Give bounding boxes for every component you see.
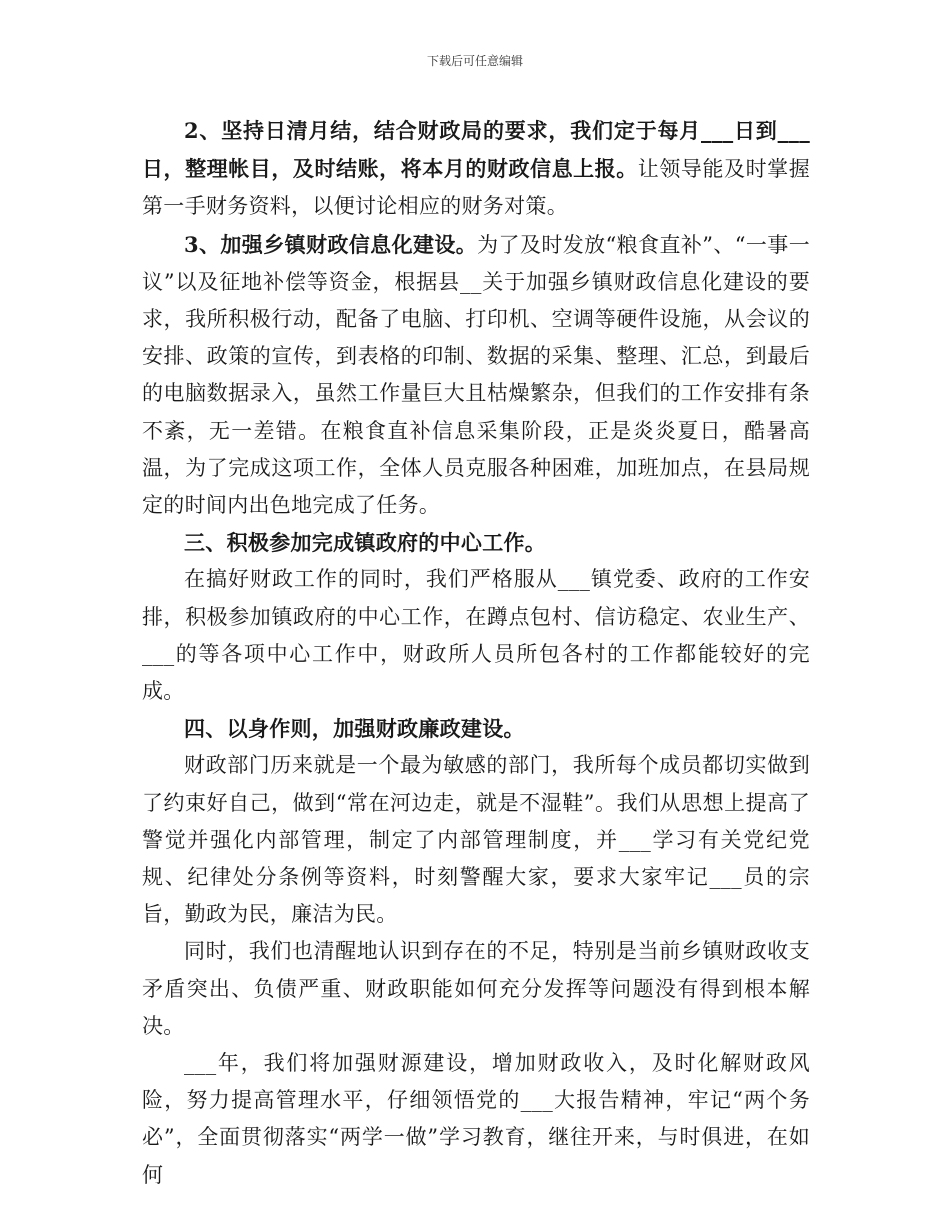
paragraph-integrity: 财政部门历来就是一个最为敏感的部门，我所每个成员都切实做到了约束好自己，做到“常在河边走，就是不湿鞋”。我们从思想上提高了警觉并强化内部管理，制定了内部管理制度，并___学习有关党纪党规、纪律处分条例等资料，时刻警醒大家，要求大家牢记___员的宗旨，勤政为民，廉洁为民。 (142, 753, 810, 927)
paragraph-informatization (142, 226, 810, 525)
paragraph-central-work: 在搞好财政工作的同时，我们严格服从___镇党委、政府的工作安排，积极参加镇政府的中心工作，在蹲点包村、信访稳定、农业生产、___的等各项中心工作中，财政所人员所包各村的工作都能较好的完成。 (142, 567, 810, 704)
paragraph-shortcomings: 同时，我们也清醒地认识到存在的不足，特别是当前乡镇财政收支矛盾突出、负债严重、财政职能如何充分发挥等问题没有得到根本解决。 (142, 939, 810, 1038)
paragraph-bold-lead: 2、坚持日清月结，结合财政局的要求，我们定于每月___日到___日，整理帐目，及时结账，将本月的财政信息上报。 (142, 118, 810, 182)
paragraph-text: 让领导能及时掌握第一手财务资料，以便讨论相应的财务对策。 (142, 157, 810, 219)
paragraph-text: 为了及时发放“粮食直补”、“一事一议”以及征地补偿等资金，根据县__关于加强乡镇财政信息化建设的要求，我所积极行动，配备了电脑、打印机、空调等硬件设施，从会议的安排、政策的宣传，到表格的印制、数据的采集、整理、汇总，到最后的电脑数据录入，虽然工作量巨大且枯燥繁杂，但我们的工作安排有条不紊，无一差错。在粮食直补信息采集阶段，正是炎炎夏日，酷暑高温，为了完成这项工作，全体人员克服各种困难，加班加点，在县局规定的时间内出色地完成了任务。 (142, 232, 810, 518)
paragraph-month-end-closing (142, 112, 810, 226)
section-heading-central-work: 三、积极参加完成镇政府的中心工作。 (184, 530, 547, 556)
document-body (142, 112, 810, 1194)
page-header: 下载后可任意编辑 (426, 54, 523, 68)
section-heading-integrity: 四、以身作则，加强财政廉政建设。 (184, 716, 525, 742)
paragraph-next-year: ___年，我们将加强财源建设，增加财政收入，及时化解财政风险，努力提高管理水平，仔细领悟党的___大报告精神，牢记“两个务必”，全面贯彻落实“两学一做”学习教育，继往开来，与时俱进，在如何 (142, 1051, 810, 1187)
paragraph-bold-lead: 3、加强乡镇财政信息化建设。 (184, 231, 478, 257)
